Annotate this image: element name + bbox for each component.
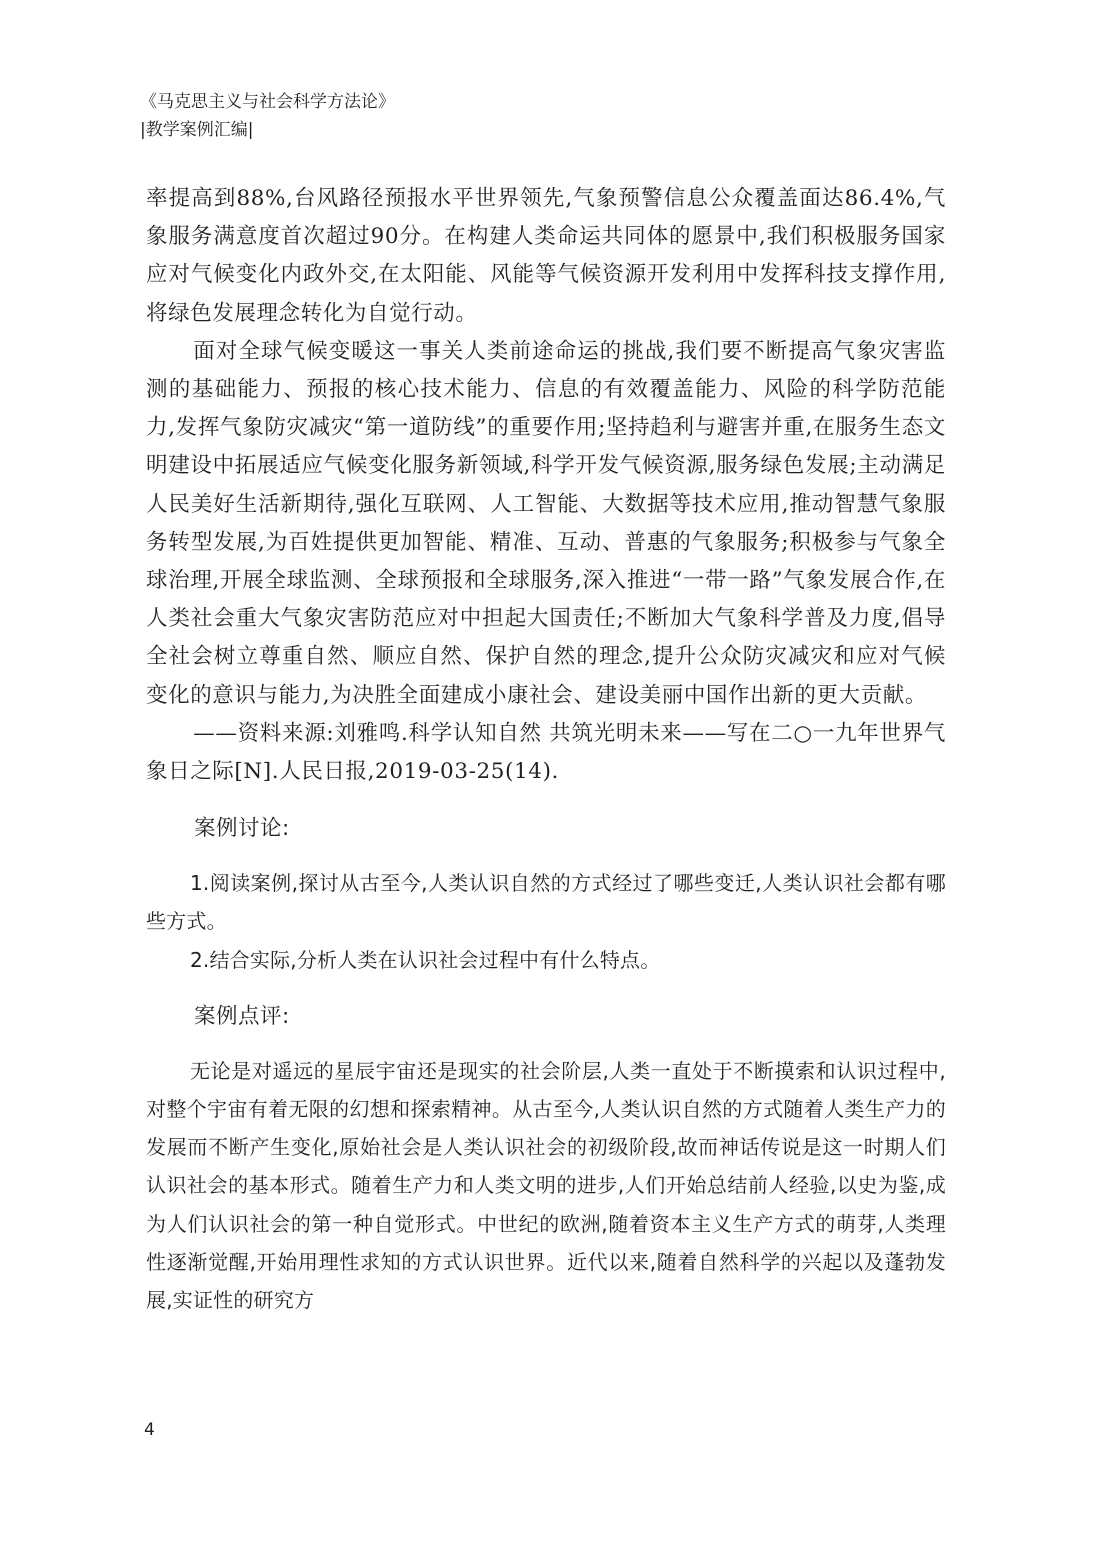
commentary-heading: 案例点评:	[194, 1003, 290, 1029]
case-paragraph-1: 率提高到88%,台风路径预报水平世界领先,气象预警信息公众覆盖面达86.4%,气象服务满意度首次超过90分。在构建人类命运共同体的愿景中,我们积极服务国家应对气候变化内政外交,在太阳能、风能等气候资源开发利用中发挥科技支撑作用,将绿色发展理念转化为自觉行动。	[146, 186, 946, 326]
discussion-question-2: 2.结合实际,分析人类在认识社会过程中有什么特点。	[190, 947, 661, 972]
discussion-question-1: 1.阅读案例,探讨从古至今,人类认识自然的方式经过了哪些变迁,人类认识社会都有哪些方式。	[146, 871, 946, 934]
running-head	[140, 88, 395, 144]
commentary-text: 无论是对遥远的星辰宇宙还是现实的社会阶层,人类一直处于不断摸索和认识过程中,对整个宇宙有着无限的幻想和探索精神。从古至今,人类认识自然的方式随着人类生产力的发展而不断产生变化,原始社会是人类认识社会的初级阶段,故而神话传说是这一时期人们认识社会的基本形式。随着生产力和人类文明的进步,人们开始总结前人经验,以史为鉴,成为人们认识社会的第一种自觉形式。中世纪的欧洲,随着资本主义生产方式的萌芽,人类理性逐渐觉醒,开始用理性求知的方式认识世界。近代以来,随着自然科学的兴起以及蓬勃发展,实证性的研究方	[146, 1058, 946, 1313]
case-source: ——资料来源:刘雅鸣.科学认知自然 共筑光明未来——写在二○一九年世界气象日之际[N].人民日报,2019-03-25(14).	[146, 720, 946, 785]
case-paragraph-2: 面对全球气候变暖这一事关人类前途命运的挑战,我们要不断提高气象灾害监测的基础能力、预报的核心技术能力、信息的有效覆盖能力、风险的科学防范能力,发挥气象防灾减灾“第一道防线”的重要作用;坚持趋利与避害并重,在服务生态文明建设中拓展适应气候变化服务新领域,科学开发气候资源,服务绿色发展;主动满足人民美好生活新期待,强化互联网、人工智能、大数据等技术应用,推动智慧气象服务转型发展,为百姓提供更加智能、精准、互动、普惠的气象服务;积极参与气象全球治理,开展全球监测、全球预报和全球服务,深入推进“一带一路”气象发展合作,在人类社会重大气象灾害防范应对中担起大国责任;不断加大气象科学普及力度,倡导全社会树立尊重自然、顺应自然、保护自然的理念,提升公众防灾减灾和应对气候变化的意识与能力,为决胜全面建成小康社会、建设美丽中国作出新的更大贡献。	[146, 338, 946, 708]
discussion-heading: 案例讨论:	[194, 816, 290, 842]
book-subtitle: |教学案例汇编|	[140, 120, 254, 140]
page-number: 4	[144, 1420, 155, 1440]
page-body	[146, 180, 946, 1319]
book-title: 《马克思主义与社会科学方法论》	[140, 92, 395, 112]
